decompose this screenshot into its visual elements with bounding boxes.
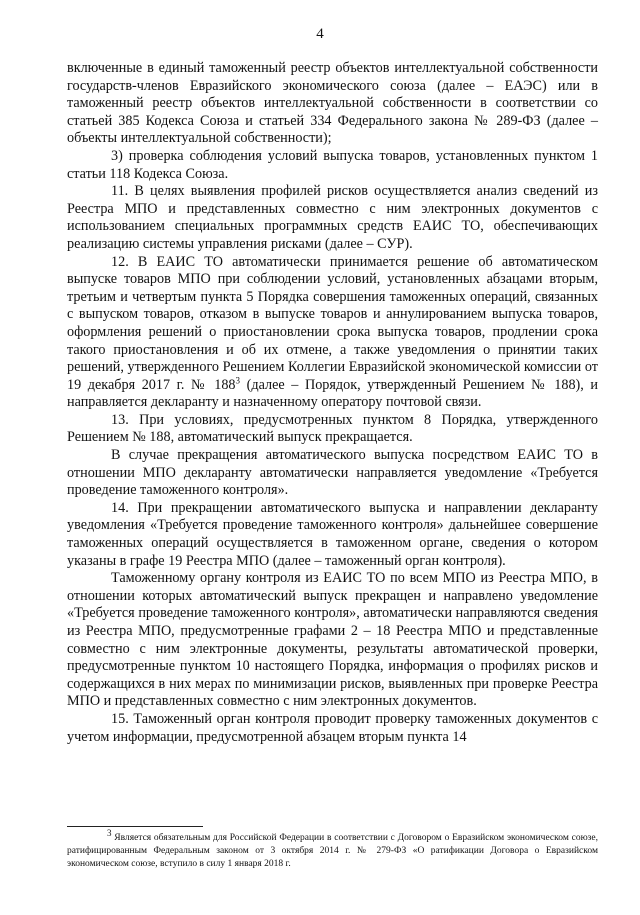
footnote-reference: 3 — [235, 374, 241, 385]
paragraph-14-info: Таможенному органу контроля из ЕАИС ТО по всем МПО из Реестра МПО, в отношении которых автоматический выпуск прекращен и направлено уведомление «Требуется проведение таможенного контроля», автоматически направляются сведения из Реестра МПО, предусмотренные графами 2 – 18 Реестра МПО и представленные совместно с ним электронные документы, результаты автоматической проверки, предусмотренные пунктом 10 настоящего Порядка, информация о профилях рисков и содержащихся в них мерах по минимизации рисков, выявленных при проверке Реестра МПО и представленных совместно с ним электронных документов. — [67, 570, 598, 710]
paragraph-12-text: 12. В ЕАИС ТО автоматически принимается решение об автоматическом выпуске товаров МПО при соблюдении условий, установленных абзацами вторым, третьим и четвертым пункта 5 Порядка совершения таможенных операций, связанных с выпуском товаров, отказом в выпуске товаров и аннулированием выпуска товаров, оформления решений о приостановлении срока выпуска товаров, продлении срока такого приостановления и об их отмене, а также уведомления о принятии таких решений, утвержденного Решением Коллегии Евразийской экономической комиссии от 19 декабря 2017 г. № 188 — [67, 253, 598, 393]
footnote — [67, 827, 599, 871]
paragraph-13-notice: В случае прекращения автоматического выпуска посредством ЕАИС ТО в отношении МПО декларанту автоматически направляется уведомление «Требуется проведение таможенного контроля». — [67, 447, 598, 499]
footnote-text: Является обязательным для Российской Федерации в соответствии с Договором о Евразийском экономическом союзе, ратифицированным Федеральным законом от 3 октября 2014 г. № 279-ФЗ «О ратификации Договора о Евразийском экономическом союзе, вступило в силу 1 января 2018 г. — [67, 833, 599, 869]
paragraph-12-tail: (далее – Порядок, утвержденный Решением № 188), и направляется декларанту и назначенному оператору почтовой связи. — [67, 376, 598, 411]
paragraph-13: 13. При условиях, предусмотренных пунктом 8 Порядка, утвержденного Решением № 188, автоматический выпуск прекращается. — [67, 411, 598, 446]
paragraph-item-3: 3) проверка соблюдения условий выпуска товаров, установленных пунктом 1 статьи 118 Кодекса Союза. — [67, 147, 598, 182]
paragraph-15: 15. Таможенный орган контроля проводит проверку таможенных документов с учетом информации, предусмотренной абзацем вторым пункта 14 — [67, 710, 598, 745]
paragraph-11: 11. В целях выявления профилей рисков осуществляется анализ сведений из Реестра МПО и представленных совместно с ним электронных документов с использованием специальных программных средств ЕАИС ТО, обеспечивающих реализацию системы управления рисками (далее – СУР). — [67, 183, 598, 252]
document-body — [67, 60, 598, 746]
footnote-divider — [67, 826, 203, 827]
footnote-marker: 3 — [107, 827, 112, 838]
paragraph-14: 14. При прекращении автоматического выпуска и направлении декларанту уведомления «Требуется проведение таможенного контроля» дальнейшее совершение таможенных операций осуществляется в таможенном органе, сведения о котором указаны в графе 19 Реестра МПО (далее – таможенный орган контроля). — [67, 499, 598, 569]
paragraph-ip-registers: включенные в единый таможенный реестр объектов интеллектуальной собственности государств-членов Евразийского экономического союза (далее – ЕАЭС) или в таможенный реестр объектов интеллектуальной собственности в соответствии со статьей 385 Кодекса Союза и статьей 334 Федерального закона № 289-ФЗ (далее – объекты интеллектуальной собственности); — [67, 60, 598, 147]
paragraph-12 — [67, 254, 598, 412]
page-number: 4 — [316, 26, 324, 42]
